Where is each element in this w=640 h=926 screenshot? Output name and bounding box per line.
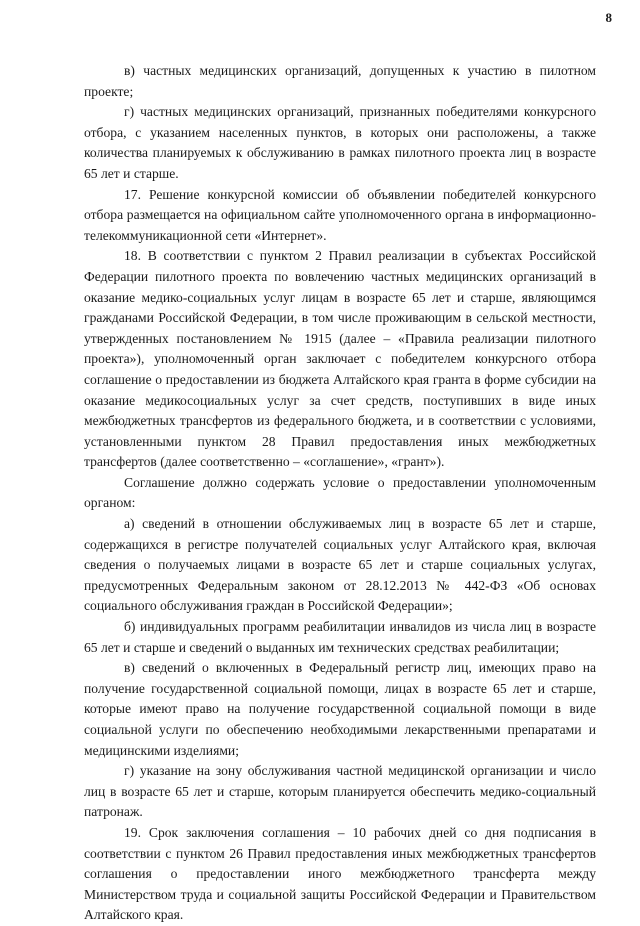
paragraph-condition-g: г) указание на зону обслуживания частной медицинской организации и число лиц в возрасте 65 лет и старше, которым планируется обеспечить медико-социальный патронаж.: [84, 763, 596, 820]
paragraph-18: 18. В соответствии с пунктом 2 Правил реализации в субъектах Российской Федерации пилотного проекта по вовлечению частных медицинских организаций в оказание медико-социальных услуг лицам в возрасте 65 лет и старше, являющимся гражданами Российской Федерации, в том числе проживающим в сельской местности, утвержденных постановлением № 1915 (далее – «Правила реализации пилотного проекта»), уполномоченный орган заключает с победителем конкурсного отбора соглашение о предоставлении из бюджета Алтайского края гранта в форме субсидии на оказание медикосоциальных услуг за счет средств, поступивших в виде иных межбюджетных трансфертов из федерального бюджета, и в соответствии с условиями, установленными пунктом 28 Правил предоставления иных межбюджетных трансфертов (далее соответственно – «соглашение», «грант»).: [84, 248, 596, 470]
paragraph-agreement-conditions: Соглашение должно содержать условие о предоставлении уполномоченным органом:: [84, 474, 596, 511]
page-number: 8: [605, 10, 612, 25]
paragraph-condition-v: в) сведений о включенных в Федеральный регистр лиц, имеющих право на получение государственной социальной помощи, лицах в возрасте 65 лет и старше, которые имеют право на получение государственной социальной помощи в виде социальной услуги по обеспечению необходимыми лекарственными препаратами и медицинскими изделиями;: [84, 660, 596, 758]
paragraph-condition-b: б) индивидуальных программ реабилитации инвалидов из числа лиц в возрасте 65 лет и старше и сведений о выданных им технических средствах реабилитации;: [84, 619, 596, 655]
document-body: [84, 61, 596, 926]
paragraph-17: 17. Решение конкурсной комиссии об объявлении победителей конкурсного отбора размещается на официальном сайте уполномоченного органа в информационно-телекоммуникационной сети «Интернет».: [84, 186, 596, 243]
paragraph-condition-a: а) сведений в отношении обслуживаемых лиц в возрасте 65 лет и старше, содержащихся в регистре получателей социальных услуг Алтайского края, включая сведения о получаемых лицами в возрасте 65 лет и старше социальных услугах, предусмотренных Федеральным законом от 28.12.2013 № 442-ФЗ «Об основах социального обслуживания граждан в Российской Федерации»;: [84, 516, 596, 614]
paragraph-item-g: г) частных медицинских организаций, признанных победителями конкурсного отбора, с указанием населенных пунктов, в которых они расположены, а также количества планируемых к обслуживанию в рамках пилотного проекта лиц в возрасте 65 лет и старше.: [84, 104, 596, 181]
paragraph-19: 19. Срок заключения соглашения – 10 рабочих дней со дня подписания в соответствии с пунктом 26 Правил предоставления иных межбюджетных трансфертов соглашения о предоставлении иного межбюджетного трансферта между Министерством труда и социальной защиты Российской Федерации и Правительством Алтайского края.: [84, 824, 596, 923]
paragraph-item-v: в) частных медицинских организаций, допущенных к участию в пилотном проекте;: [84, 63, 596, 99]
